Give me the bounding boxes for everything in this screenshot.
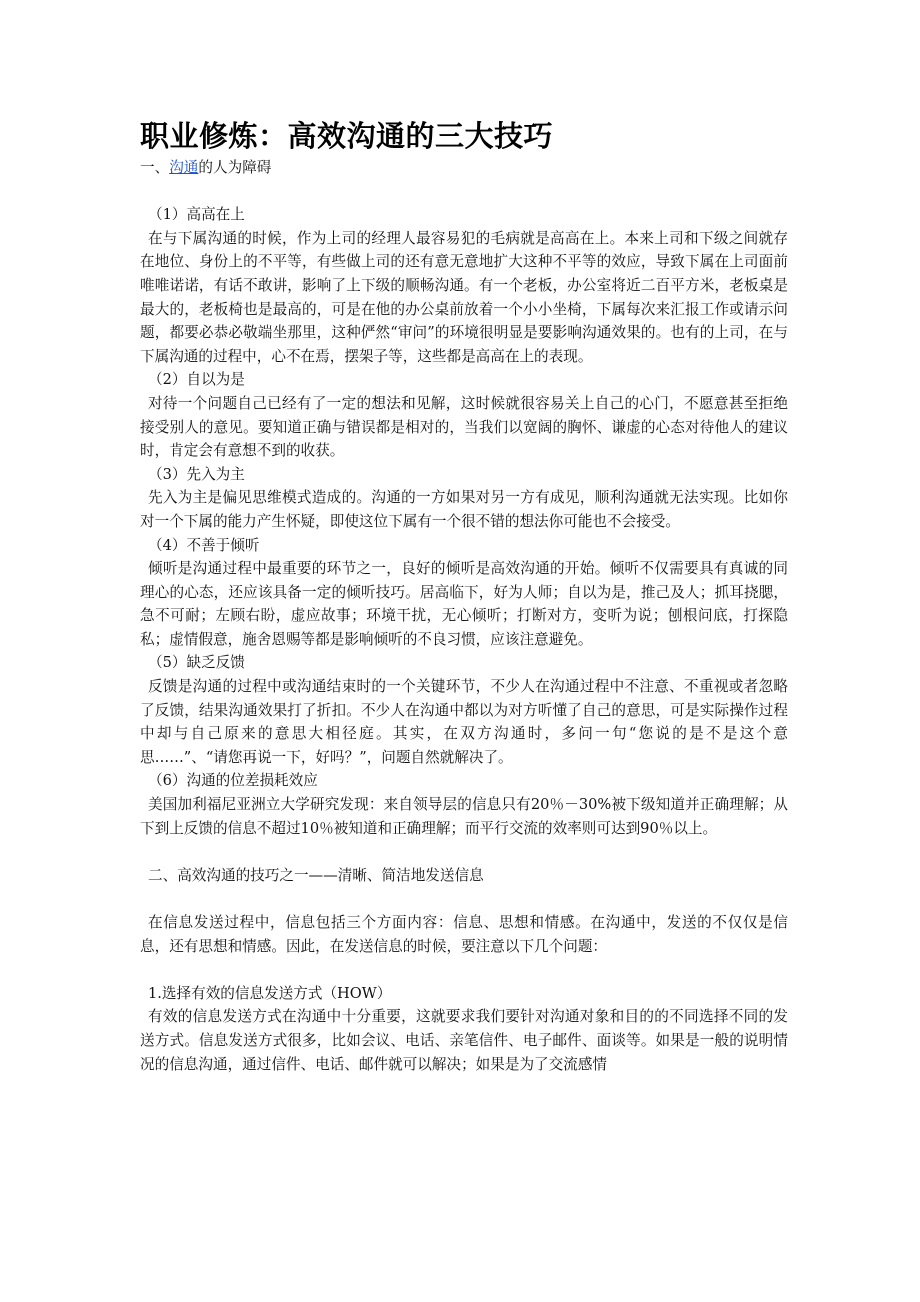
spacer bbox=[140, 840, 788, 864]
paragraph-send-method: 有效的信息发送方式在沟通中十分重要，这就要求我们要针对沟通对象和目的的不同选择不同的发送方式。信息发送方式很多，比如会议、电话、亲笔信件、电子邮件、面谈等。如果是一般的说明情况的信息沟通，通过信件、电话、邮件就可以解决；如果是为了交流感情 bbox=[140, 1008, 788, 1073]
subheading-feedback: （5）缺乏反馈 bbox=[148, 654, 245, 672]
spacer bbox=[140, 180, 788, 204]
subheading-self-righteous: （2）自以为是 bbox=[148, 371, 245, 389]
communication-link[interactable]: 沟通 bbox=[169, 159, 199, 176]
section-heading-send-clearly: 二、高效沟通的技巧之一——清晰、简洁地发送信息 bbox=[148, 866, 484, 884]
subheading-listening: （4）不善于倾听 bbox=[148, 536, 260, 554]
paragraph-self-righteous: 对待一个问题自己已经有了一定的想法和见解，这时候就很容易关上自己的心门，不愿意甚至拒绝接受别人的意见。要知道正确与错误都是相对的，当我们以宽阔的胸怀、谦虚的心态对待他人的建议时，肯定会有意想不到的收获。 bbox=[140, 394, 788, 460]
section-prefix: 一、 bbox=[140, 159, 170, 176]
paragraph-send-intro: 在信息发送过程中，信息包括三个方面内容：信息、思想和情感。在沟通中，发送的不仅仅是信息，还有思想和情感。因此，在发送信息的时候，要注意以下几个问题： bbox=[140, 914, 788, 955]
subheading-send-method: 1.选择有效的信息发送方式（HOW） bbox=[148, 984, 392, 1002]
paragraph-prejudice: 先入为主是偏见思维模式造成的。沟通的一方如果对另一方有成见，顺利沟通就无法实现。比如你对一个下属的能力产生怀疑，即使这位下属有一个很不错的想法你可能也不会接受。 bbox=[140, 489, 788, 530]
section-heading-barriers bbox=[140, 156, 788, 180]
subheading-position-loss: （6）沟通的位差损耗效应 bbox=[148, 772, 318, 790]
subheading-arrogance: （1）高高在上 bbox=[148, 206, 245, 224]
section-suffix: 的人为障碍 bbox=[198, 159, 272, 176]
document-page bbox=[140, 116, 788, 1076]
paragraph-feedback: 反馈是沟通的过程中或沟通结束时的一个关键环节，不少人在沟通过程中不注意、不重视或者忽略了反馈，结果沟通效果打了折扣。不少人在沟通中都以为对方听懂了自己的意思，可是实际操作过程中却与自己原来的意思大相径庭。其实，在双方沟通时，多问一句“您说的是不是这个意思……”、“请您再说一下，好吗？”，问题自然就解决了。 bbox=[140, 678, 788, 766]
spacer bbox=[140, 958, 788, 982]
spacer bbox=[140, 887, 788, 911]
paragraph-position-loss: 美国加利福尼亚洲立大学研究发现：来自领导层的信息只有20％－30%被下级知道并正确理解；从下到上反馈的信息不超过10％被知道和正确理解；而平行交流的效率则可达到90％以上。 bbox=[140, 796, 788, 837]
paragraph-listening: 倾听是沟通过程中最重要的环节之一，良好的倾听是高效沟通的开始。倾听不仅需要具有真诚的同理心的心态，还应该具备一定的倾听技巧。居高临下，好为人师；自以为是，推己及人；抓耳挠腮，急不可耐；左顾右盼，虚应故事；环境干扰，无心倾听；打断对方，变听为说；刨根问底，打探隐私；虚情假意，施舍恩赐等都是影响倾听的不良习惯，应该注意避免。 bbox=[140, 560, 788, 648]
subheading-prejudice: （3）先入为主 bbox=[148, 465, 245, 483]
document-title: 职业修炼：高效沟通的三大技巧 bbox=[140, 119, 554, 153]
paragraph-arrogance: 在与下属沟通的时候，作为上司的经理人最容易犯的毛病就是高高在上。本来上司和下级之间就存在地位、身份上的不平等，有些做上司的还有意无意地扩大这种不平等的效应，导致下属在上司面前唯唯诺诺，有话不敢讲，影响了上下级的顺畅沟通。有一个老板，办公室将近二百平方米，老板桌是最大的，老板椅也是最高的，可是在他的办公桌前放着一个小小坐椅，下属每次来汇报工作或请示问题，都要必恭必敬端坐那里，这种俨然“审问”的环境很明显是要影响沟通效果的。也有的上司，在与下属沟通的过程中，心不在焉，摆架子等，这些都是高高在上的表现。 bbox=[140, 229, 788, 365]
